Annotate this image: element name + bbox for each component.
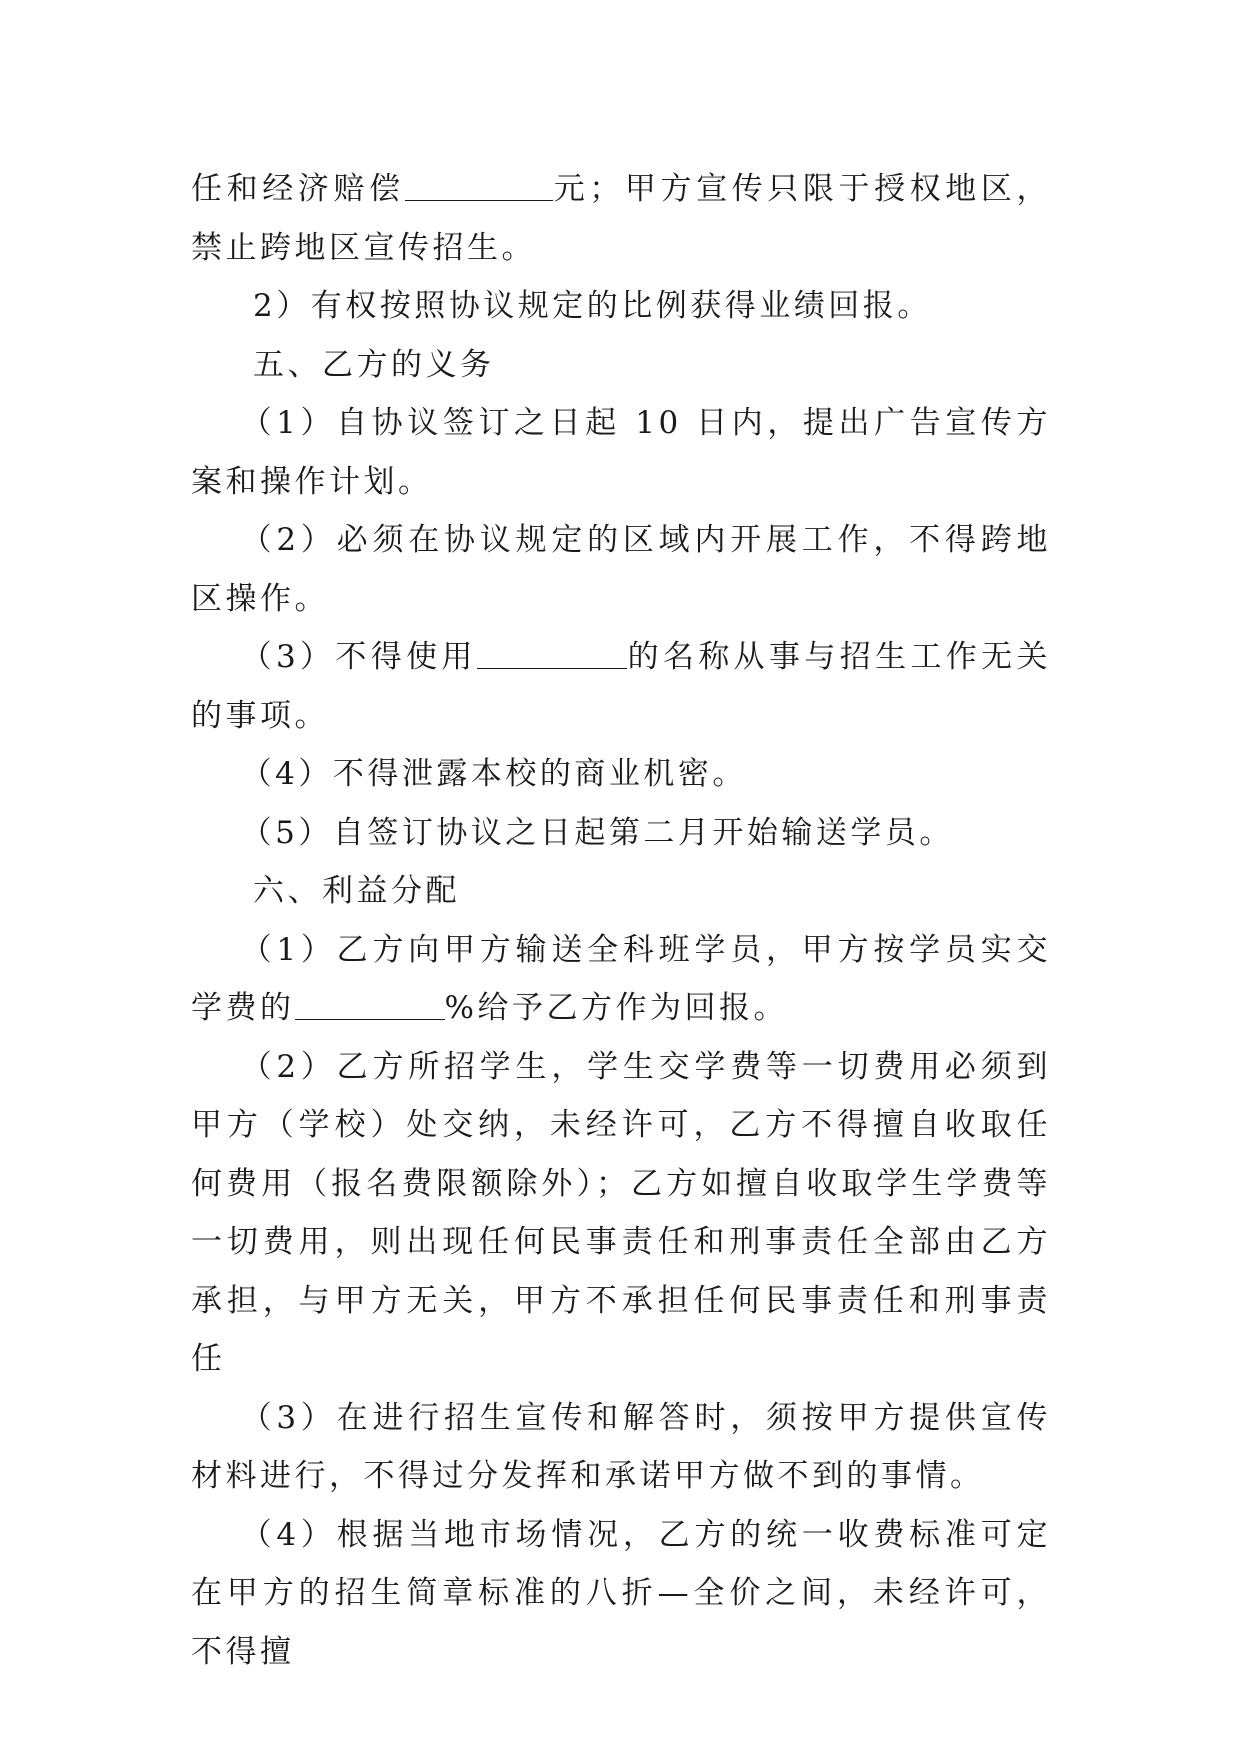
- section-heading-6: 六、利益分配: [253, 873, 460, 909]
- document-body: [191, 160, 1051, 1681]
- text-run: 的名称从事与招生工作无关的事项。: [191, 639, 1051, 734]
- paragraph-obligation-4: （4）不得泄露本校的商业机密。: [240, 756, 747, 792]
- fill-in-blank: [477, 638, 627, 669]
- fill-in-blank: [405, 170, 553, 201]
- text-run: %给予乙方作为回报。: [444, 990, 788, 1026]
- section-heading-5: 五、乙方的义务: [253, 346, 495, 383]
- paragraph-obligation-2: （2）必须在协议规定的区域内开展工作，不得跨地区操作。: [191, 522, 1051, 617]
- paragraph-item-2: 2）有权按照协议规定的比例获得业绩回报。: [253, 288, 932, 324]
- paragraph-profit-3: （3）在进行招生宣传和解答时，须按甲方提供宣传材料进行，不得过分发挥和承诺甲方做不到的事情。: [191, 1399, 1051, 1494]
- paragraph-profit-1: [191, 921, 1051, 1038]
- text-run: （3）不得使用: [240, 639, 477, 675]
- paragraph-obligation-5: （5）自签订协议之日起第二月开始输送学员。: [240, 814, 954, 851]
- text-run: 元；甲方宣传只限于授权地区，禁止跨地区宣传招生。: [191, 171, 1052, 266]
- fill-in-blank: [295, 989, 445, 1020]
- text-run: （1）乙方向甲方输送全科班学员，甲方按学员实交学费的: [191, 931, 1051, 1026]
- paragraph-obligation-1: （1）自协议签订之日起 10 日内，提出广告宣传方案和操作计划。: [191, 405, 1051, 500]
- paragraph-obligation-3: [191, 628, 1051, 745]
- paragraph-profit-4: （4）根据当地市场情况，乙方的统一收费标准可定在甲方的招生简章标准的八折—全价之间，未经许可，不得擅: [191, 1516, 1051, 1670]
- text-run: 任和经济赔偿: [191, 171, 405, 207]
- paragraph-profit-2: （2）乙方所招学生，学生交学费等一切费用必须到甲方（学校）处交纳，未经许可，乙方不得擅自收取任何费用（报名费限额除外）；乙方如擅自收取学生学费等一切费用，则出现任何民事责任和刑事责任全部由乙方承担，与甲方无关，甲方不承担任何民事责任和刑事责任: [191, 1048, 1051, 1377]
- paragraph-compensation: [191, 160, 1051, 277]
